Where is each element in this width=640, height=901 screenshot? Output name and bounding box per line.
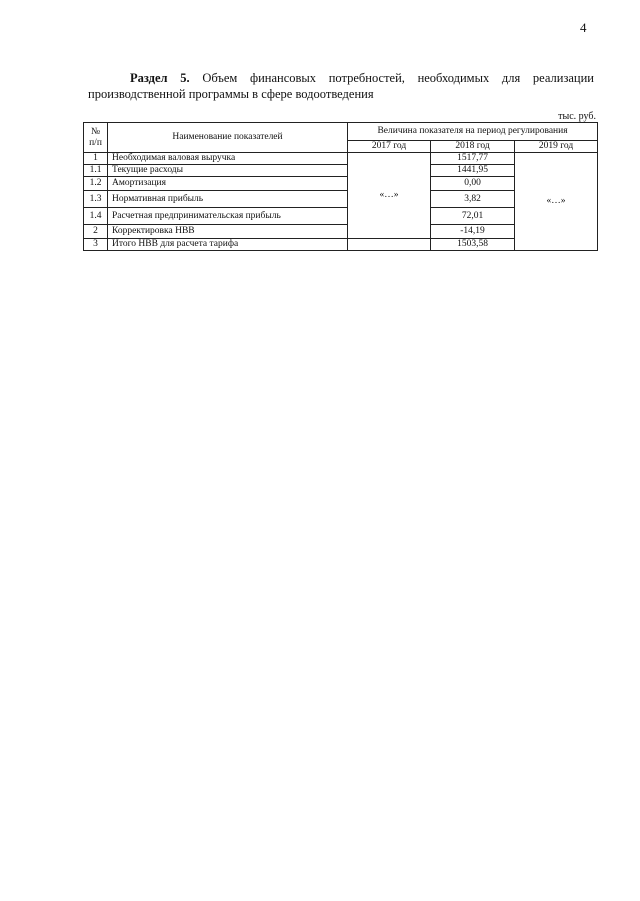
header-name: Наименование показателей bbox=[108, 123, 348, 153]
row-name: Расчетная предпринимательская прибыль bbox=[108, 208, 348, 225]
row-value-2018: 1441,95 bbox=[431, 165, 515, 177]
row-value-2018: 1517,77 bbox=[431, 153, 515, 165]
header-year-2018: 2018 год bbox=[431, 141, 515, 153]
header-period-group: Величина показателя на период регулирования bbox=[348, 123, 598, 141]
row-name: Амортизация bbox=[108, 177, 348, 191]
row-value-2018: 0,00 bbox=[431, 177, 515, 191]
row-value-2017-empty bbox=[348, 239, 431, 251]
row-num: 1.4 bbox=[84, 208, 108, 225]
header-year-2017: 2017 год bbox=[348, 141, 431, 153]
units-label: тыс. руб. bbox=[558, 111, 596, 122]
row-value-2018: 3,82 bbox=[431, 191, 515, 208]
section-label: Раздел 5. bbox=[130, 71, 190, 85]
row-num: 1 bbox=[84, 153, 108, 165]
row-name: Нормативная прибыль bbox=[108, 191, 348, 208]
header-year-2019: 2019 год bbox=[515, 141, 598, 153]
row-value-2018: 1503,58 bbox=[431, 239, 515, 251]
table-row bbox=[84, 153, 598, 165]
row-name: Необходимая валовая выручка bbox=[108, 153, 348, 165]
section-heading bbox=[88, 70, 594, 102]
section-title: Объем финансовых потребностей, необходимых для реализации производственной программы в сфере водоотведения bbox=[88, 71, 594, 101]
row-num: 1.3 bbox=[84, 191, 108, 208]
row-num: 1.2 bbox=[84, 177, 108, 191]
page-number: 4 bbox=[580, 20, 587, 35]
row-name: Текущие расходы bbox=[108, 165, 348, 177]
value-2017-merged: «…» bbox=[348, 153, 431, 239]
row-value-2018: -14,19 bbox=[431, 225, 515, 239]
row-value-2018: 72,01 bbox=[431, 208, 515, 225]
financial-needs-table bbox=[83, 122, 598, 251]
row-num: 1.1 bbox=[84, 165, 108, 177]
row-name: Итого НВВ для расчета тарифа bbox=[108, 239, 348, 251]
value-2019-merged: «…» bbox=[515, 153, 598, 251]
row-num: 3 bbox=[84, 239, 108, 251]
row-num: 2 bbox=[84, 225, 108, 239]
row-name: Корректировка НВВ bbox=[108, 225, 348, 239]
header-num: № п/п bbox=[84, 123, 108, 153]
